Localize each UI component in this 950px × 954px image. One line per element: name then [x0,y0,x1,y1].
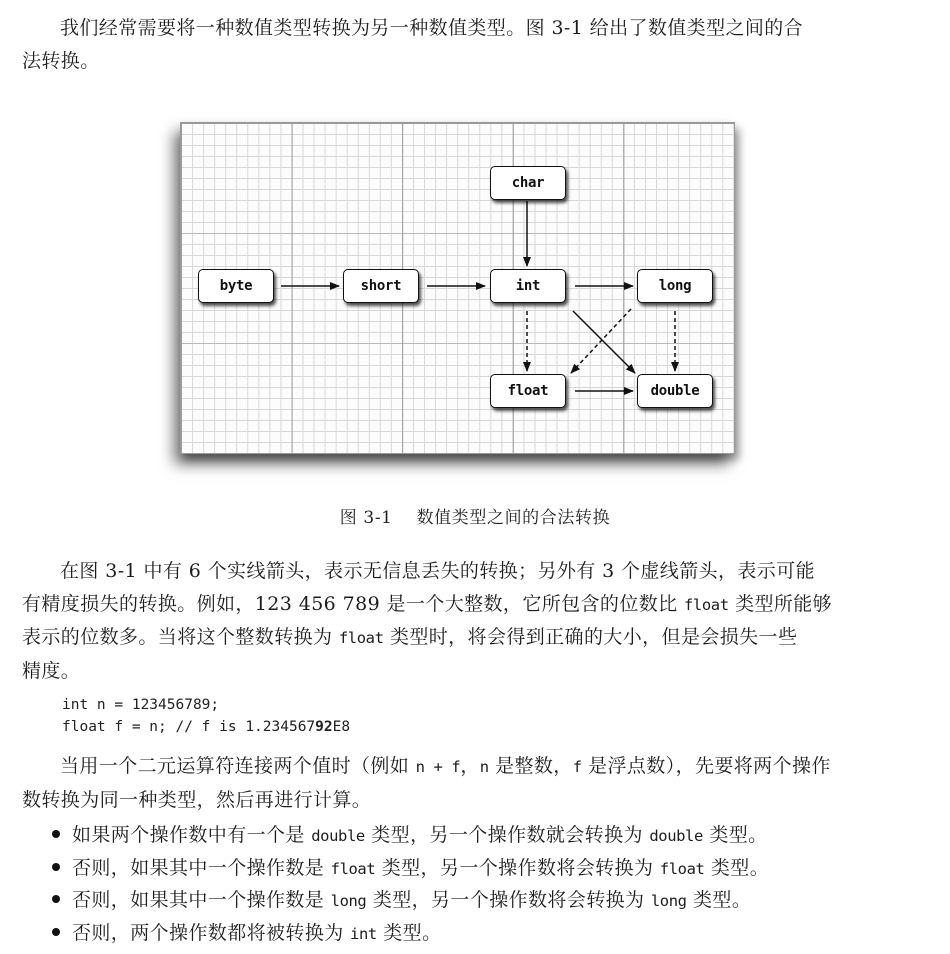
list-item [52,885,769,918]
rule-text: 类型。 [376,921,442,944]
node-double: double [637,374,713,408]
list-item [52,820,769,853]
figure-number: 图 3-1 [339,508,393,528]
explanation-paragraph [22,555,922,687]
inline-code: double [649,827,703,845]
inline-code-f: f [572,758,582,776]
list-item [52,918,769,951]
rule-text: 类型，另一个操作数就会转换为 [364,824,650,846]
code-line-2: float f = n; // f is 1.23456792E8 [62,719,351,735]
node-byte: byte [198,269,274,303]
inline-code-n: n [479,758,489,776]
para3-line-1c: 是整数， [488,755,573,777]
rule-text: 类型。 [704,856,770,879]
code-block [62,694,350,738]
inline-code: float [659,859,705,878]
para3-line-1a: 当用一个二元运算符连接两个值时（例如 [60,755,416,777]
para3-line-2: 数转换为同一种类型，然后再进行计算。 [22,788,372,811]
para2-line-2b: 类型所能够 [728,592,833,615]
intro-line-2: 法转换。 [22,49,100,72]
rule-text: 否则，如果其中一个操作数是 [72,856,331,879]
bullet-icon [52,895,60,903]
code-bold-digits: 92 [315,719,333,735]
intro-paragraph [22,12,922,77]
para3-comma: ， [460,755,480,777]
intro-line-1: 我们经常需要将一种数值类型转换为另一种数值类型。图 3-1 给出了数值类型之间的合 [60,17,804,39]
bullet-icon [52,928,60,936]
inline-code-float: float [338,629,384,647]
inline-code: int [350,924,377,943]
inline-code-float: float [683,595,729,614]
para2-line-3b: 类型时，将会得到正确的大小，但是会损失一些 [383,626,798,648]
figure-caption [0,503,950,528]
para3-line-1d: 是浮点数），先要将两个操作 [581,755,831,777]
inline-code: long [330,892,367,910]
rule-text: 否则，如果其中一个操作数是 [72,889,331,911]
rule-text: 类型。 [686,889,752,911]
rule-text: 类型。 [702,824,768,846]
rule-text: 类型，另一个操作数将会转换为 [375,856,660,879]
binary-operator-paragraph [22,750,922,816]
node-short: short [343,269,419,303]
inline-code: float [330,859,376,878]
para2-line-2a: 有精度损失的转换。例如，123 456 789 是一个大整数，它所包含的位数比 [22,592,684,615]
inline-code: long [650,892,687,910]
node-float: float [490,374,566,408]
rule-text: 类型，另一个操作数将会转换为 [366,889,651,911]
para2-line-3a: 表示的位数多。当将这个整数转换为 [22,626,339,648]
para2-line-1: 在图 3-1 中有 6 个实线箭头，表示无信息丢失的转换；另外有 3 个虚线箭头，表示可能 [60,560,816,582]
bullet-icon [52,863,60,871]
inline-code-n-plus-f: n + f [415,758,461,776]
figure-caption-text: 数值类型之间的合法转换 [416,508,611,528]
inline-code: double [311,827,365,845]
numeric-conversion-diagram [180,122,735,454]
rule-text: 如果两个操作数中有一个是 [72,824,312,846]
rule-text: 否则，两个操作数都将被转换为 [72,921,351,944]
bullet-icon [52,830,60,838]
code-line-1: int n = 123456789; [62,697,220,713]
para2-line-4: 精度。 [22,659,81,682]
node-long: long [637,269,713,303]
list-item [52,853,769,886]
arrow-int-double [573,311,635,373]
node-int: int [490,269,566,303]
conversion-rules-list [52,820,769,950]
node-char: char [490,166,566,200]
